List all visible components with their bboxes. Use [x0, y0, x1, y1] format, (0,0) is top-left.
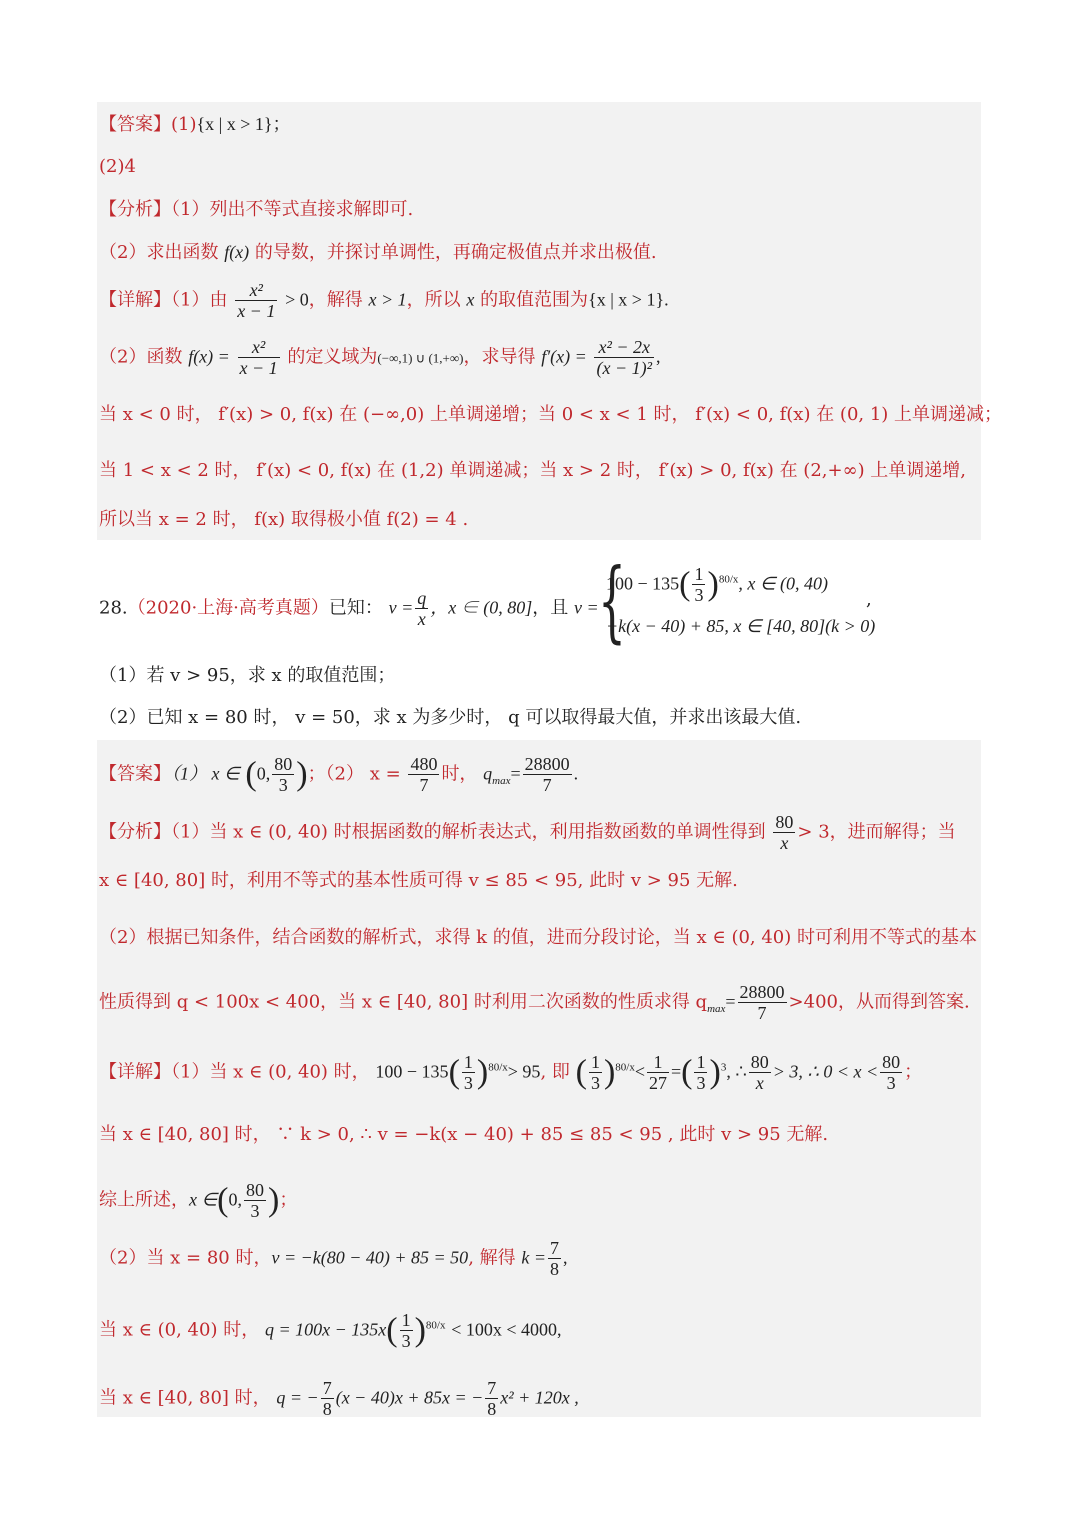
- detail-28-line5: 当 x ∈ (0, 40) 时， q = 100x − 135x( $\frac{1}{3}$ )$^{80/x}$ < 100x < 4000,: [99, 1310, 562, 1351]
- problem-28-header: [99, 588, 599, 629]
- problem-domain: ，x ∈ (0, 80]: [430, 597, 533, 618]
- answer-line-28: 【答案】（1） x ∈ (0, $\frac{80}{3}$ )；（2） x = $\frac{480}{7}$ 时， $q_{max}=$ $\frac{28800}{7}$ .: [99, 754, 579, 795]
- analysis-text2a: （2）求出函数: [99, 242, 219, 263]
- detail-tag: 【详解】: [99, 289, 171, 311]
- answer-text-c: ；（2） x =: [307, 763, 401, 785]
- analysis-28-line1: 【分析】（1）当 x ∈ (0, 40) 时根据函数的解析表达式，利用指数函数的单调性得到 $\frac{80}{x}$ > 3，进而解得；当: [99, 812, 956, 853]
- detail-math2b: f(x) =: [188, 346, 230, 367]
- answer-tag: 【答案】: [99, 114, 171, 135]
- detail-28-line3: 综上所述，x ∈(0, $\frac{80}{3}$ )；: [99, 1180, 298, 1221]
- analysis-line1: [99, 198, 413, 222]
- detail-text1a: （1）由: [171, 289, 228, 311]
- piecewise-case2: −k(x − 40) + 85, x ∈ [40, 80](k > 0): [606, 616, 876, 636]
- analysis-tag: 【分析】: [99, 821, 171, 843]
- piecewise-case1: 100 − 135( $\frac{1}{3}$ )$^{80/x}$, x ∈ (0, 40): [606, 564, 829, 605]
- analysis-text: （1）当 x ∈ (0, 40) 时根据函数的解析表达式，利用指数函数的单调性得到: [171, 821, 766, 843]
- detail-text2c: 的定义域为: [287, 346, 378, 368]
- analysis-28-line3: （2）根据已知条件，结合函数的解析式，求得 k 的值，进而分段讨论，当 x ∈ (0, 40) 时可利用不等式的基本: [99, 927, 978, 948]
- answer-part2: (2)4: [99, 156, 136, 177]
- detail-28-line4: （2）当 x = 80 时，v = −k(80 − 40) + 85 = 50, 解得 k = $\frac{7}{8}$ ,: [99, 1238, 568, 1279]
- detail-text1e: ，所以: [406, 289, 461, 311]
- analysis-tag: 【分析】: [99, 199, 171, 220]
- conclusion-line: 所以当 x = 2 时， f(x) 取得极小值 f(2) = 4 .: [99, 509, 469, 530]
- detail-tag: 【详解】: [99, 1061, 171, 1083]
- v-eq: v =: [388, 597, 414, 618]
- monotonic-line2: 当 1 < x < 2 时， f′(x) < 0, f(x) 在 (1,2) 单调递减；当 x > 2 时， f′(x) > 0, f(x) 在 (2,+∞) 上单调递增,: [99, 460, 967, 481]
- problem-number: 28.: [99, 597, 128, 619]
- brace-icon: {: [598, 549, 626, 652]
- detail-text1g: 的取值范围为: [480, 289, 589, 311]
- fraction: $\frac{q}{x}$: [417, 588, 427, 629]
- piecewise-comma: ,: [866, 589, 872, 610]
- detail-math1h: {x | x > 1}.: [588, 289, 669, 310]
- v-eq2: v =: [574, 597, 599, 618]
- fraction: $\frac{\text{x² − 2x}}{\text{(x − 1)²}}$: [596, 337, 653, 378]
- detail-text2e: ，求导得: [463, 346, 536, 368]
- detail-28-line1: 【详解】（1）当 x ∈ (0, 40) 时， 100 − 135( $\frac{1}{3}$ )$^{80/x}$> 95, 即 ( $\frac{1}{3}$ )$^{80/x}$< $\frac{1}{27}$ =( $\frac{1}{3}$ )$^3$, ∴ $\frac{80}{x}$ > 3, ∴ 0 < x < $\frac{80}{3}$ ；: [99, 1052, 923, 1093]
- question-2: （2）已知 x = 80 时， v = 50，求 x 为多少时， q 可以取得最大值，并求出该最大值.: [99, 707, 802, 728]
- derivative-math: f′(x) =: [541, 346, 587, 367]
- answer-math-a: （1） x ∈: [171, 763, 240, 784]
- analysis-text1: （1）列出不等式直接求解即可.: [171, 199, 414, 220]
- answer-tag: 【答案】: [99, 763, 171, 785]
- detail-math1f: x: [466, 289, 475, 310]
- analysis-line2: [99, 240, 657, 265]
- analysis-28-line4: 性质得到 q < 100x < 400，当 x ∈ [40, 80] 时利用二次函数的性质求得 $q_{max}=$ $\frac{28800}{7}$ >400，从而得到答案.: [99, 982, 970, 1023]
- detail-28-line2: 当 x ∈ [40, 80] 时， ∵ k > 0, ∴ v = −k(x − 40) + 85 ≤ 85 < 95 , 此时 v > 95 无解.: [99, 1124, 829, 1145]
- detail-line2: （2）函数 f(x) = $\frac{\text{x²}}{x - 1}$ 的定义域为(−∞,1) ∪ (1,+∞)，求导得 f′(x) = $\frac{\text{x² − 2x}}{\text{(x − 1)²}}$ ,: [99, 337, 661, 378]
- detail-text2a: （2）函数: [99, 346, 183, 368]
- fx-math: f(x): [224, 242, 250, 262]
- answer-part1: (1): [171, 114, 197, 135]
- problem-known: 已知：: [328, 597, 383, 619]
- detail-line1: [99, 280, 669, 321]
- detail-28-line6: 当 x ∈ [40, 80] 时， q = − $\frac{7}{8}$ (x − 40)x + 85x = − $\frac{7}{8}$ x² + 120x ,: [99, 1378, 579, 1419]
- detail-math1b: > 0: [285, 289, 309, 310]
- problem-source: （2020·上海·高考真题）: [127, 597, 329, 619]
- detail-text1c: ，解得: [308, 289, 363, 311]
- analysis-text2b: 的导数，并探讨单调性，再确定极值点并求出极值.: [254, 242, 657, 263]
- analysis-28-line2: x ∈ [40, 80] 时，利用不等式的基本性质可得 v ≤ 85 < 95, 此时 v > 95 无解.: [99, 870, 738, 891]
- answer-line: [99, 112, 291, 137]
- answer-part1-math: {x | x > 1}；: [196, 114, 291, 134]
- question-1: （1）若 v > 95，求 x 的取值范围；: [99, 665, 396, 686]
- monotonic-line1: 当 x < 0 时， f′(x) > 0, f(x) 在 (−∞,0) 上单调递增；当 0 < x < 1 时， f′(x) < 0, f(x) 在 (0, 1) 上单调递减；: [99, 404, 1003, 425]
- fraction: $\frac{\text{x²}}{x - 1}$: [239, 337, 278, 378]
- detail-math1d: x > 1: [368, 289, 407, 310]
- problem-and: ，且: [532, 597, 569, 619]
- fraction: $\frac{\text{x²}}{x - 1}$: [237, 280, 276, 321]
- domain-math: (−∞,1) ∪ (1,+∞): [377, 350, 464, 366]
